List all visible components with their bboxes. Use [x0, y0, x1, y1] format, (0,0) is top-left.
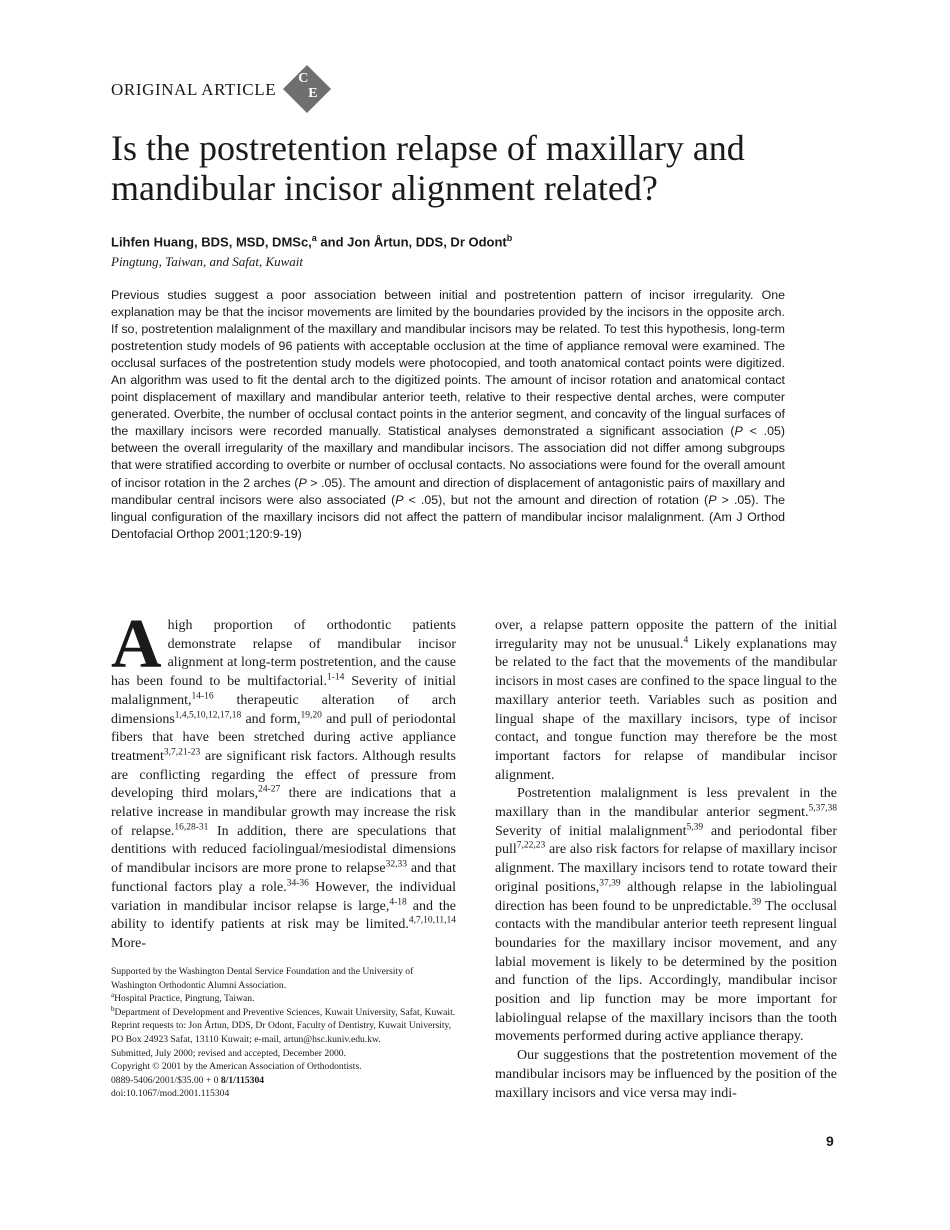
- abstract: [111, 287, 785, 543]
- affiliation-note-b: [111, 1006, 456, 1020]
- copyright-note: Copyright © 2001 by the American Association of Orthodontists.: [111, 1061, 362, 1073]
- body-text: Likely explanations may be related to the fact that the movements of the mandibular incisors in most cases are confined to the space lingual to the maxillary anterior teeth. Variables such as position and lingual shape of the maxillary incisors, type of incisor contact, and tongue function may therefore be the most important factors for relapse of mandibular incisor alignment.: [495, 636, 837, 783]
- author-2-affiliation-mark: b: [506, 233, 513, 243]
- body-text: over, a relapse pattern opposite the pattern of the initial irregularity may not be unusual.: [495, 618, 837, 652]
- citation-ref: 37,39: [599, 878, 621, 889]
- doi-line: doi:10.1067/mod.2001.115304: [111, 1088, 230, 1100]
- body-text: and that functional factors play a role.: [111, 861, 456, 895]
- article-title: Is the postretention relapse of maxillary and mandibular incisor alignment related?: [111, 128, 745, 208]
- citation-ref: 16,28-31: [174, 822, 209, 833]
- citation-ref: 24-27: [258, 784, 281, 795]
- body-text: are also risk factors for relapse of maxillary incisor alignment. The maxillary incisors tend to rotate toward their original positions,: [495, 842, 837, 895]
- body-text: More-: [111, 935, 146, 951]
- body-text: although relapse in the labiolingual direction has been found to be unpredictable.: [495, 879, 837, 914]
- body-text: and periodontal fiber pull: [495, 823, 837, 858]
- continuing-education-badge-icon: [282, 64, 334, 116]
- citation-ref: 5,37,38: [808, 803, 837, 814]
- body-paragraph-3: Our suggestions that the postretention movement of the mandibular incisors may be influenced by the position of the maxillary incisors and vice versa may indi-: [495, 1048, 837, 1101]
- funding-note: Supported by the Washington Dental Service Foundation and the University of Washington Orthodontic Alumni Association.: [111, 966, 414, 991]
- body-column-right: [495, 617, 837, 1103]
- issn-text: 0889-5406/2001/$35.00 + 0: [111, 1074, 221, 1086]
- p-symbol: P: [298, 475, 307, 490]
- affiliation-note-a: [111, 992, 456, 1006]
- citation-ref: 1,4,5,10,12,17,18: [174, 709, 242, 720]
- author-2: Jon Årtun, DDS, Dr Odont: [347, 234, 507, 250]
- page-number: 9: [826, 1133, 834, 1149]
- abstract-text: Previous studies suggest a poor association between initial and postretention pattern of incisor irregularity. One explanation may be that the incisor movements are limited by the boundaries provided by the incisors in the opposite arch. If so, postretention malalignment of the maxillary and mandibular incisors may be related. To test this hypothesis, long-term postretention study models of 96 patients with acceptable occlusion at the time of appliance removal were examined. The occlusal surfaces of the postretention study models were photocopied, and tooth anatomical contact points were digitized. An algorithm was used to fit the dental arch to the digitized points. The amount of incisor rotation and anatomical contact point displacement of maxillary and mandibular anterior teeth, relative to their respective dental arches, were computer generated. Overbite, the number of occlusal contact points in the anterior segment, and concavity of the lingual surfaces of the maxillary incisors were recorded manually. Statistical analyses demonstrated a significant association (: [111, 288, 785, 439]
- body-text: However, the individual variation in mandibular incisor relapse is large,: [111, 879, 456, 914]
- footnotes: [111, 965, 456, 1101]
- footnote-text: Department of Development and Preventive Sciences, Kuwait University, Safat, Kuwait.: [114, 1006, 456, 1018]
- author-1: Lihfen Huang, BDS, MSD, DMSc,: [111, 234, 312, 250]
- body-text: and the ability to identify patients at risk may be limited.: [111, 898, 456, 933]
- article-header: [111, 64, 334, 116]
- body-text: In addition, there are speculations that dentitions with reduced faciolingual/mesiodistal dimensions of mandibular incisors are more prone to relapse: [111, 823, 456, 877]
- footnote-mark: a: [111, 991, 115, 999]
- issn-code: 8/1/115304: [220, 1074, 265, 1086]
- body-paragraph-2: [495, 785, 837, 1047]
- citation-ref: 1-14: [326, 672, 345, 683]
- citation-ref: 39: [751, 896, 762, 907]
- citation-ref: 7,22,23: [516, 840, 546, 851]
- body-text: Severity of initial malalignment: [495, 823, 687, 839]
- citation-ref: 4: [683, 635, 689, 646]
- body-text: Severity of initial malalignment,: [111, 674, 456, 708]
- ce-badge-letter-c: C: [298, 71, 309, 86]
- issn-line: [111, 1074, 456, 1088]
- footnote-mark: b: [111, 1004, 115, 1013]
- body-text: high proportion of orthodontic patients demonstrate relapse of mandibular incisor alignment at long-term postretention, and the cause has been found to be multifactorial.: [111, 618, 456, 690]
- author-1-affiliation-mark: a: [311, 233, 317, 243]
- author-joiner: and: [316, 234, 348, 250]
- citation-ref: 3,7,21-23: [163, 747, 201, 758]
- body-text: and form,: [241, 711, 301, 727]
- p-symbol: P: [734, 424, 743, 439]
- section-label: ORIGINAL ARTICLE: [111, 80, 277, 99]
- citation-ref: 34-36: [286, 878, 309, 889]
- reprint-request-note: Reprint requests to: Jon Årtun, DDS, Dr Odont, Faculty of Dentistry, Kuwait University, PO Box 24923 Safat, 13110 Kuwait; e-mail, artun@hsc.kuniv.edu.kw.: [111, 1020, 452, 1045]
- body-text: The occlusal contacts with the mandibular anterior teeth represent lingual boundaries for the maxillary incisor movement, and any labial movement is likely to be determined by the position and function of the lips. Accordingly, mandibular incisor position and lip function may be more important for labiolingual relapse of the maxillary incisors than the tooth movements performed during active appliance therapy.: [495, 898, 837, 1045]
- intro-paragraph: [111, 606, 456, 954]
- drop-cap: A: [111, 606, 162, 683]
- body-text: Postretention malalignment is less prevalent in the maxillary than in the mandibular anterior segment.: [495, 786, 837, 821]
- citation-ref: 19,20: [300, 709, 322, 720]
- author-line: [111, 233, 811, 249]
- abstract-text: < .05) between the overall irregularity of the maxillary and mandibular incisors. The association did not differ among subgroups that were stratified according to overbite or number of occlusal contacts. No associations were found for the overall amount of incisor rotation in the 2 arches (: [111, 424, 785, 490]
- abstract-text: < .05), but not the amount and direction of rotation (: [403, 492, 709, 507]
- abstract-text: > .05). The lingual configuration of the maxillary incisors did not affect the pattern of mandibular incisor malalignment. (Am J Orthod Dentofacial Orthop 2001;120:9-19): [111, 492, 785, 541]
- body-paragraph-1: [495, 617, 837, 785]
- body-text: there are indications that a relative increase in mandibular growth may increase the risk of relapse.: [111, 786, 456, 839]
- p-symbol: P: [395, 492, 404, 507]
- body-column-left: [111, 606, 456, 954]
- citation-ref: 32,33: [385, 859, 407, 870]
- citation-ref: 4-18: [389, 896, 407, 907]
- body-text: are significant risk factors. Although results are conflicting regarding the effect of pressure from developing third molars,: [111, 748, 456, 802]
- citation-ref: 14-16: [191, 691, 214, 702]
- submission-dates: Submitted, July 2000; revised and accepted, December 2000.: [111, 1047, 346, 1059]
- footnote-text: Hospital Practice, Pingtung, Taiwan.: [114, 993, 255, 1005]
- ce-badge-letter-e: E: [308, 86, 318, 101]
- body-text: therapeutic alteration of arch dimensions: [111, 692, 456, 727]
- abstract-text: > .05). The amount and direction of displacement of antagonistic pairs of maxillary and mandibular central incisors were also associated (: [111, 475, 786, 507]
- p-symbol: P: [708, 492, 717, 507]
- body-text: and pull of periodontal fibers that have been stretched during active appliance treatment: [111, 711, 456, 764]
- author-affiliation: Pingtung, Taiwan, and Safat, Kuwait: [111, 254, 304, 269]
- citation-ref: 4,7,10,11,14: [408, 915, 456, 926]
- citation-ref: 5,39: [686, 822, 704, 833]
